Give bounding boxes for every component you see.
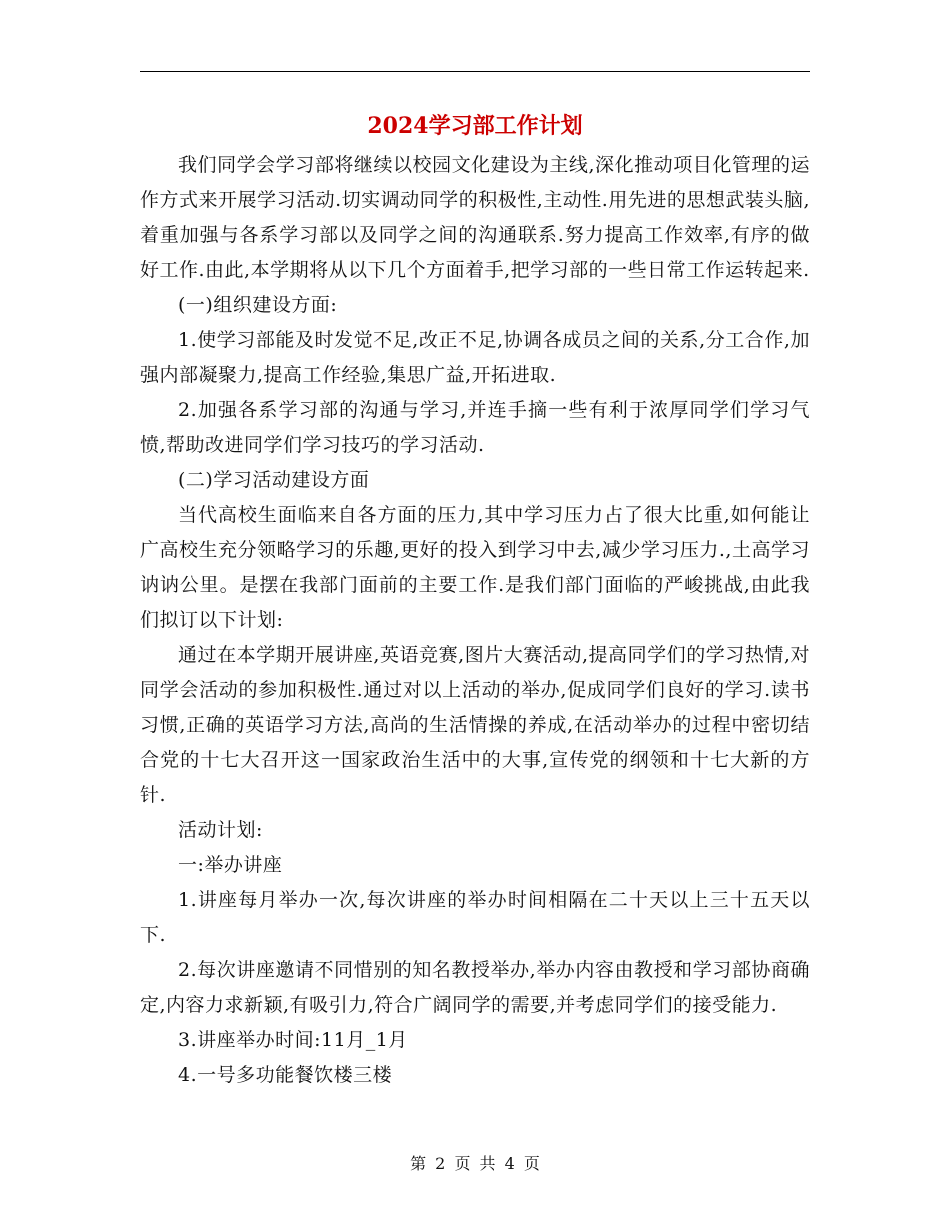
paragraph: 2.每次讲座邀请不同惜别的知名教授举办,举办内容由教授和学习部协商确定,内容力求新颖,有吸引力,符合广阔同学的需要,并考虑同学们的接受能力. [140,959,810,1016]
paragraph: 1.讲座每月举办一次,每次讲座的举办时间相隔在二十天以上三十五天以下. [140,889,810,946]
document-title: 2024学习部工作计划 [367,113,583,139]
document-body [140,148,810,1093]
paragraph: 通过在本学期开展讲座,英语竞赛,图片大赛活动,提高同学们的学习热情,对同学会活动的参加积极性.通过对以上活动的举办,促成同学们良好的学习.读书习惯,正确的英语学习方法,高尚的生活情操的养成,在活动举办的过程中密切结合党的十七大召开这一国家政治生活中的大事,宣传党的纲领和十七大新的方针. [140,644,810,806]
paragraph: (一)组织建设方面: [178,294,338,316]
paragraph: 4.一号多功能餐饮楼三楼 [178,1064,393,1086]
paragraph: 1.使学习部能及时发觉不足,改正不足,协调各成员之间的关系,分工合作,加强内部凝聚力,提高工作经验,集思广益,开拓进取. [140,329,810,386]
paragraph: 我们同学会学习部将继续以校园文化建设为主线,深化推动项目化管理的运作方式来开展学习活动.切实调动同学的积极性,主动性.用先进的思想武装头脑,着重加强与各系学习部以及同学之间的沟通联系.努力提高工作效率,有序的做好工作.由此,本学期将从以下几个方面着手,把学习部的一些日常工作运转起来. [140,154,810,281]
paragraph: 当代高校生面临来自各方面的压力,其中学习压力占了很大比重,如何能让广高校生充分领略学习的乐趣,更好的投入到学习中去,减少学习压力.,土高学习讷讷公里。是摆在我部门面前的主要工作.是我们部门面临的严峻挑战,由此我们拟订以下计划: [140,504,810,631]
header-rule [140,71,810,72]
paragraph: 2.加强各系学习部的沟通与学习,并连手摘一些有利于浓厚同学们学习气愤,帮助改进同学们学习技巧的学习活动. [140,399,810,456]
paragraph: 3.讲座举办时间:11月_1月 [178,1029,408,1051]
paragraph: 一:举办讲座 [178,854,283,876]
paragraph: (二)学习活动建设方面 [178,469,370,491]
paragraph: 活动计划: [178,819,263,841]
page-number-footer: 第 2 页 共 4 页 [410,1154,540,1173]
